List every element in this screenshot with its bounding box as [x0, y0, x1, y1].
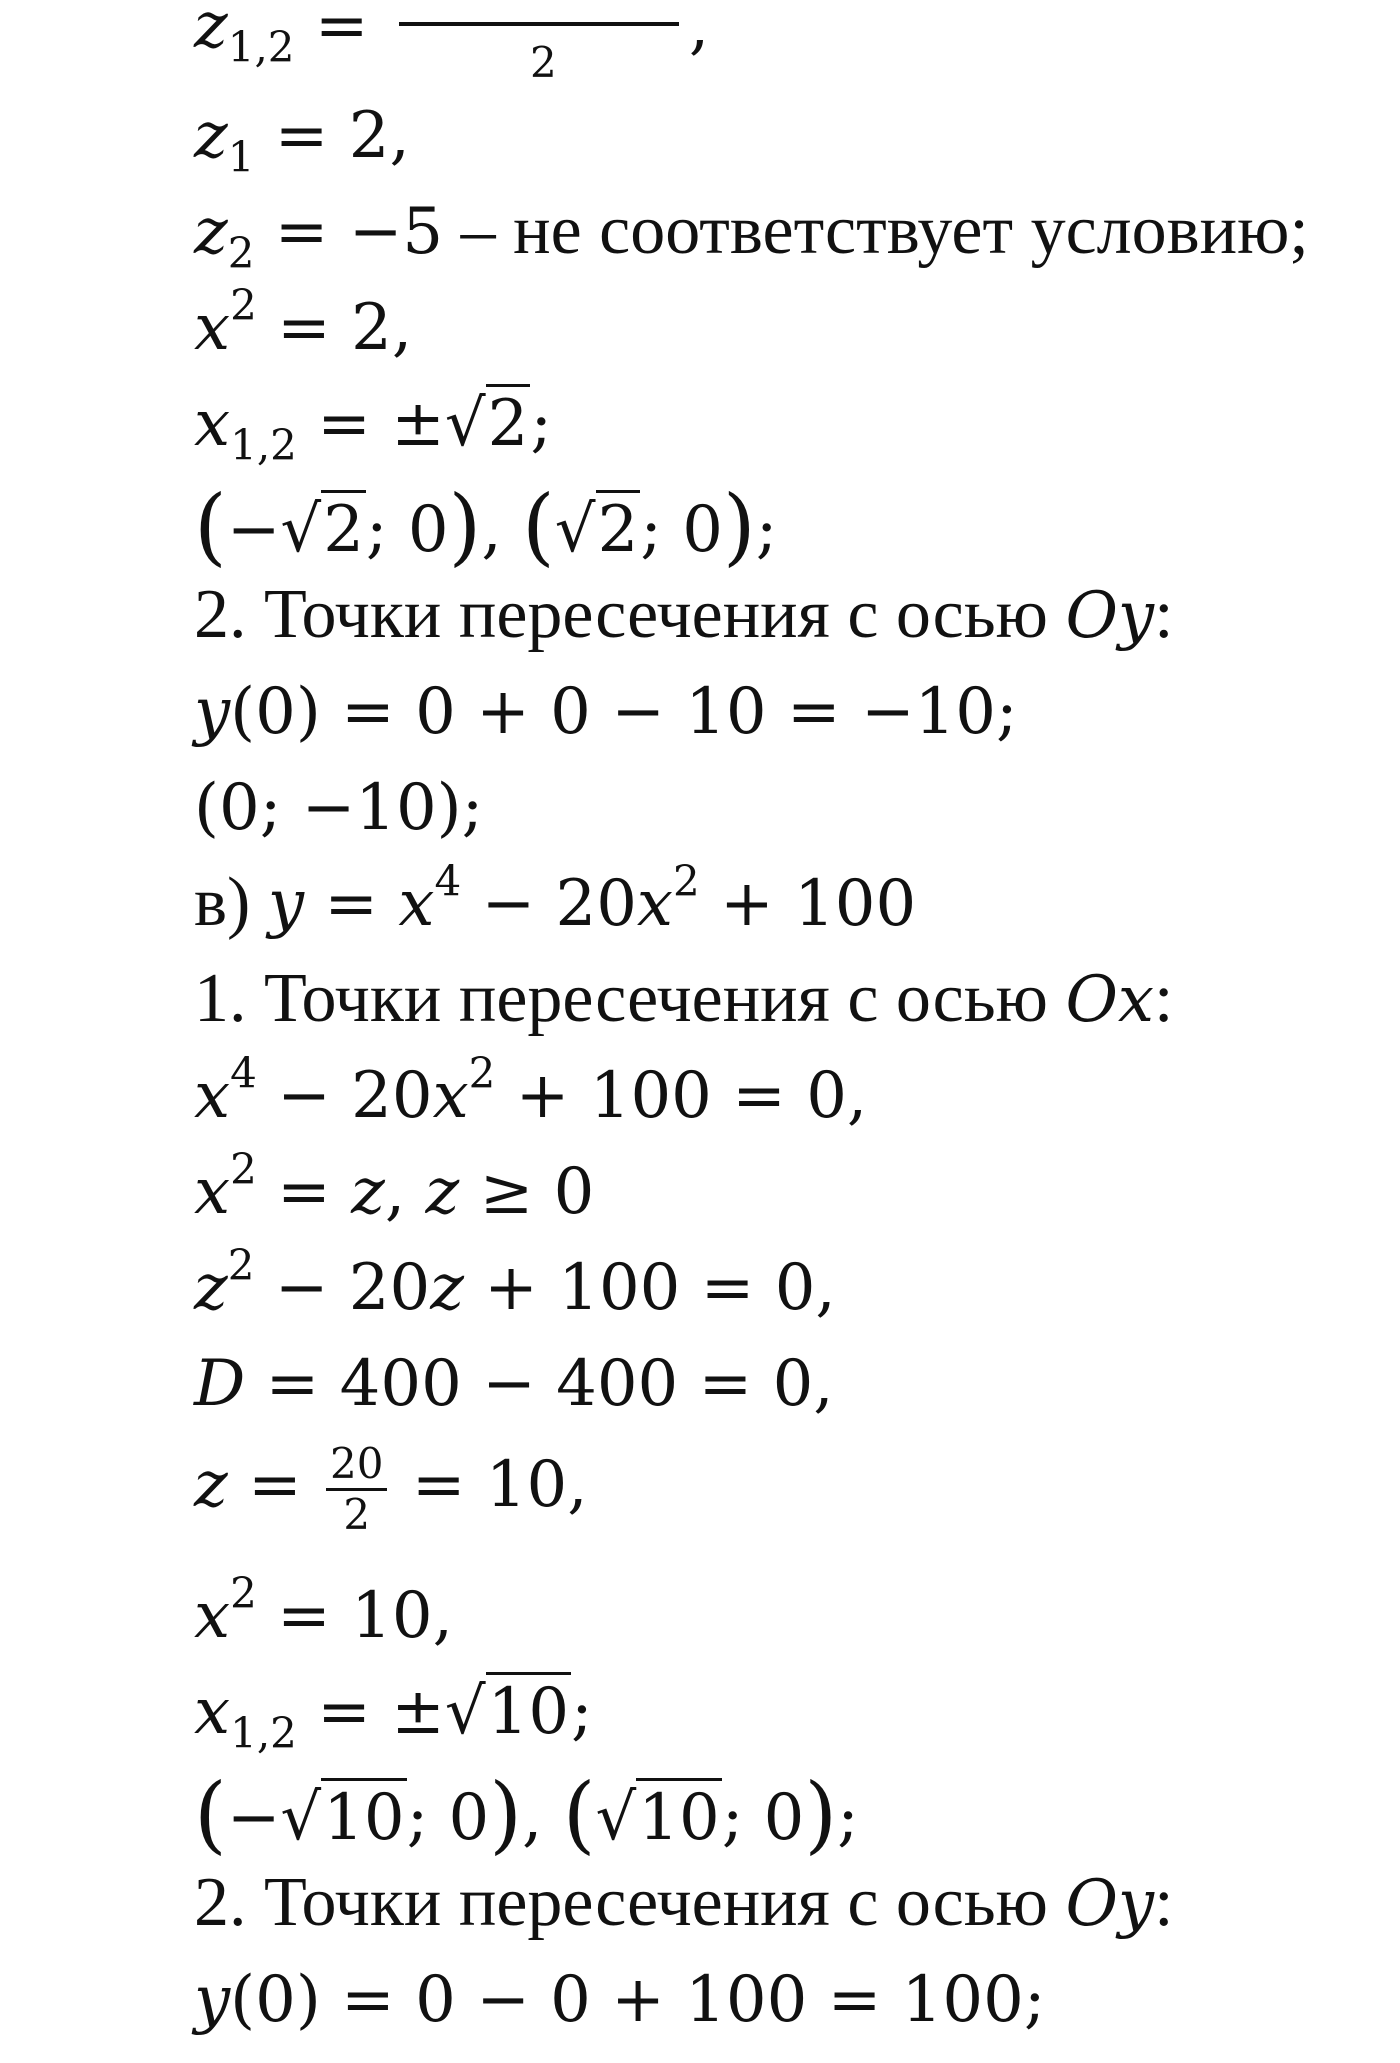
line-x12-sqrt10: $x_{1,2} = \pm√10$; [194, 1676, 593, 1746]
fraction-bar [399, 0, 679, 26]
line-z2: $z_2 = -5$ – не соответствует условию; [194, 192, 1309, 278]
line-point-0-minus10: (0; −10); [194, 771, 484, 845]
line-oy-heading-2: 2. Точки пересечения с осью Oy: [194, 1864, 1174, 1941]
line-x-squared-10: $x^2 = 10$, [194, 1568, 453, 1653]
line-z1: $z_1 = 2$, [194, 99, 410, 182]
fraction-20-over-2: $\frac{20}{2}$ [326, 1440, 387, 1540]
line-substitution: $x^2 = z$, z ≥ 0 [194, 1144, 595, 1229]
condition-note: – не соответствует условию; [443, 192, 1309, 269]
fraction-denominator: 2 [530, 38, 557, 87]
line-ox-heading: 1. Точки пересечения с осью Ox: [194, 960, 1174, 1037]
line-x12-sqrt2: $x_{1,2} = \pm√2$; [194, 388, 552, 458]
line-oy-heading-1: 2. Точки пересечения с осью Oy: [194, 576, 1174, 653]
line-y0-minus10: y(0) = 0 + 0 − 10 = −10; [194, 675, 1018, 749]
line-quadratic-z: $z^2 - 20z + 100 = 0$, [194, 1240, 836, 1325]
line-part-v-function: в) $y = x^4 - 20x^2 + 100$ [194, 856, 917, 941]
line-discriminant: D = 400 − 400 = 0, [194, 1347, 834, 1421]
line-x-squared-2: $x^2 = 2$, [194, 280, 413, 365]
line-z-equals-10: z = $\frac{20}{2}$ = 10, [194, 1439, 588, 1540]
line-y0-100: y(0) = 0 − 0 + 100 = 100; [194, 1963, 1046, 2037]
line-quartic-eq: $x^4 - 20x^2 + 100 = 0$, [194, 1048, 868, 1133]
line-points-sqrt10: (−√10; 0), (√10; 0); [194, 1765, 859, 1863]
line-z12-fraction: $z_{1,2}$ = , [194, 0, 709, 60]
line-points-sqrt2: (−√2; 0), (√2; 0); [194, 477, 778, 575]
